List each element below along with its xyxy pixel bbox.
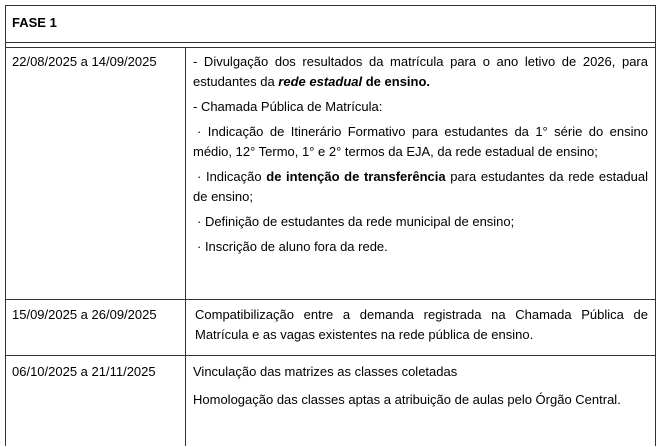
row-1-paragraph-itinerary: · Indicação de Itinerário Formativo para estudantes da 1° série do ensino médio, 12° Termo, 1° e 2° termos da EJA, da rede estadual de ensino;: [193, 124, 648, 159]
row-1-paragraph-transfer: [193, 167, 648, 207]
transfer-text: · Indicação: [197, 169, 267, 184]
row-1-description: [193, 52, 648, 257]
row-1-date: 22/08/2025 a 14/09/2025: [12, 54, 157, 69]
transfer-text-end: para estudantes da rede estadual de ensino;: [193, 169, 649, 204]
table-border: [5, 42, 656, 43]
column-divider: [185, 47, 186, 446]
rede-estadual-emphasis: rede estadual: [278, 74, 363, 89]
row-3-paragraph-homolog: Homologação das classes aptas a atribuição de aulas pelo Órgão Central.: [193, 392, 621, 407]
table-border: [5, 47, 656, 48]
row-2-date: 15/09/2025 a 26/09/2025: [12, 307, 157, 322]
phase-title: FASE 1: [12, 15, 57, 30]
table-border-left: [5, 5, 6, 446]
table-border: [5, 299, 656, 300]
row-2-description: [195, 305, 648, 345]
row-1-paragraph-municipal: · Definição de estudantes da rede municipal de ensino;: [197, 214, 515, 229]
row-1-paragraph-call: - Chamada Pública de Matrícula:: [193, 99, 383, 114]
results-text-end: de ensino.: [362, 74, 431, 89]
row-2-paragraph-compat: Compatibilização entre a demanda registrada na Chamada Pública de Matrícula e as vagas existentes na rede pública de ensino.: [195, 307, 648, 342]
transfer-emphasis: de intenção de transferência: [266, 169, 446, 184]
table-border: [5, 355, 656, 356]
row-3-description: [193, 362, 648, 410]
table-border-right: [655, 5, 656, 446]
row-1-paragraph-outside: · Inscrição de aluno fora da rede.: [197, 239, 388, 254]
row-3-date: 06/10/2025 a 21/11/2025: [12, 364, 156, 379]
schedule-table: [5, 5, 656, 446]
results-text: - Divulgação dos resultados da matrícula para o ano letivo de 2026, para estudantes da: [193, 54, 648, 89]
table-border-top: [5, 5, 656, 6]
row-1-paragraph-results: [193, 52, 648, 92]
row-3-paragraph-link: Vinculação das matrizes as classes coletadas: [193, 364, 458, 379]
